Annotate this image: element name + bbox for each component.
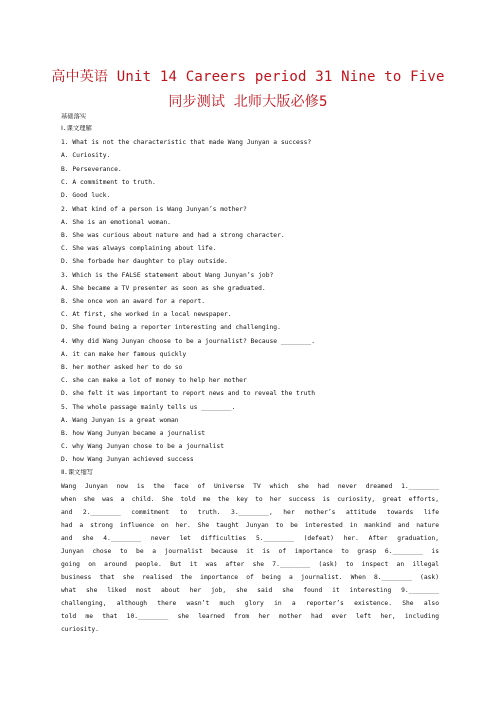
option-3b: B. She once won an award for a report.: [61, 298, 206, 305]
option-3a: A. She became a TV presenter as soon as she graduated.: [61, 285, 266, 292]
summary-line: what she liked most about her job, she said she found it interesting 9.________: [61, 587, 439, 594]
option-2b: B. She was curious about nature and had a strong character.: [61, 232, 285, 239]
question-5: 5. The whole passage mainly tells us ________.: [61, 404, 236, 411]
question-4: 4. Why did Wang Junyan choose to be a journalist? Because ________.: [61, 338, 316, 345]
summary-line: Wang Junyan now is the face of Universe TV which she had never dreamed 1.________: [61, 483, 439, 490]
section-label: 基础落实: [61, 113, 87, 120]
option-4d: D. she felt it was important to report news and to reveal the truth: [61, 390, 316, 397]
option-5d: D. how Wang Junyan achieved success: [61, 456, 194, 463]
summary-line: told me that 10.________ she learned from her mother had ever left her, including: [61, 613, 439, 620]
summary-line: and 2.________ commitment to truth. 3.________, her mother’s attitude towards life: [61, 509, 439, 516]
option-4b: B. her mother asked her to do so: [61, 364, 183, 371]
summary-line: had a strong influence on her. She taught Junyan to be interested in mankind and nature: [61, 522, 439, 529]
part1-heading: Ⅰ.课文理解: [61, 125, 92, 132]
option-3d: D. She found being a reporter interesting and challenging.: [61, 324, 281, 331]
option-3c: C. At first, she worked in a local newspaper.: [61, 311, 232, 318]
summary-line: business that she realised the importance of being a journalist. When 8.________ (ask): [61, 574, 439, 581]
option-2d: D. She forbade her daughter to play outside.: [61, 258, 228, 265]
option-1d: D. Good luck.: [61, 192, 111, 199]
option-2c: C. She was always complaining about life.: [61, 245, 217, 252]
summary-line: when she was a child. She told me the key to her success is curiosity, great efforts,: [61, 496, 439, 503]
title-line-1: 高中英语 Unit 14 Careers period 31 Nine to Five: [51, 69, 445, 85]
option-5a: A. Wang Junyan is a great woman: [61, 417, 179, 424]
option-2a: A. She is an emotional woman.: [61, 219, 171, 226]
summary-line: Junyan chose to be a journalist because it is of importance to grasp 6.________ is: [61, 548, 439, 555]
part2-heading: Ⅱ.课文缩写: [61, 469, 94, 476]
option-4a: A. it can make her famous quickly: [61, 351, 187, 358]
summary-line: and she 4.________ never let difficulties 5.________ (defeat) her. After graduation,: [61, 535, 439, 542]
question-2: 2. What kind of a person is Wang Junyan’s mother?: [61, 206, 247, 213]
summary-line: curiosity.: [61, 626, 99, 633]
summary-line: going on around people. But it was after she 7.________ (ask) to inspect an illegal: [61, 561, 439, 568]
question-1: 1. What is not the characteristic that made Wang Junyan a success?: [61, 139, 312, 146]
title-line-2: 同步测试 北师大版必修5: [168, 94, 328, 110]
option-1c: C. A commitment to truth.: [61, 179, 156, 186]
summary-line: challenging, although there wasn’t much glory in a reporter’s existence. She also: [61, 600, 439, 607]
option-1a: A. Curiosity.: [61, 152, 111, 159]
option-5c: C. why Wang Junyan chose to be a journalist: [61, 443, 225, 450]
option-5b: B. how Wang Junyan became a journalist: [61, 430, 206, 437]
option-4c: C. she can make a lot of money to help her mother: [61, 377, 247, 384]
question-3: 3. Which is the FALSE statement about Wang Junyan’s job?: [61, 272, 274, 279]
option-1b: B. Perseverance.: [61, 166, 122, 173]
